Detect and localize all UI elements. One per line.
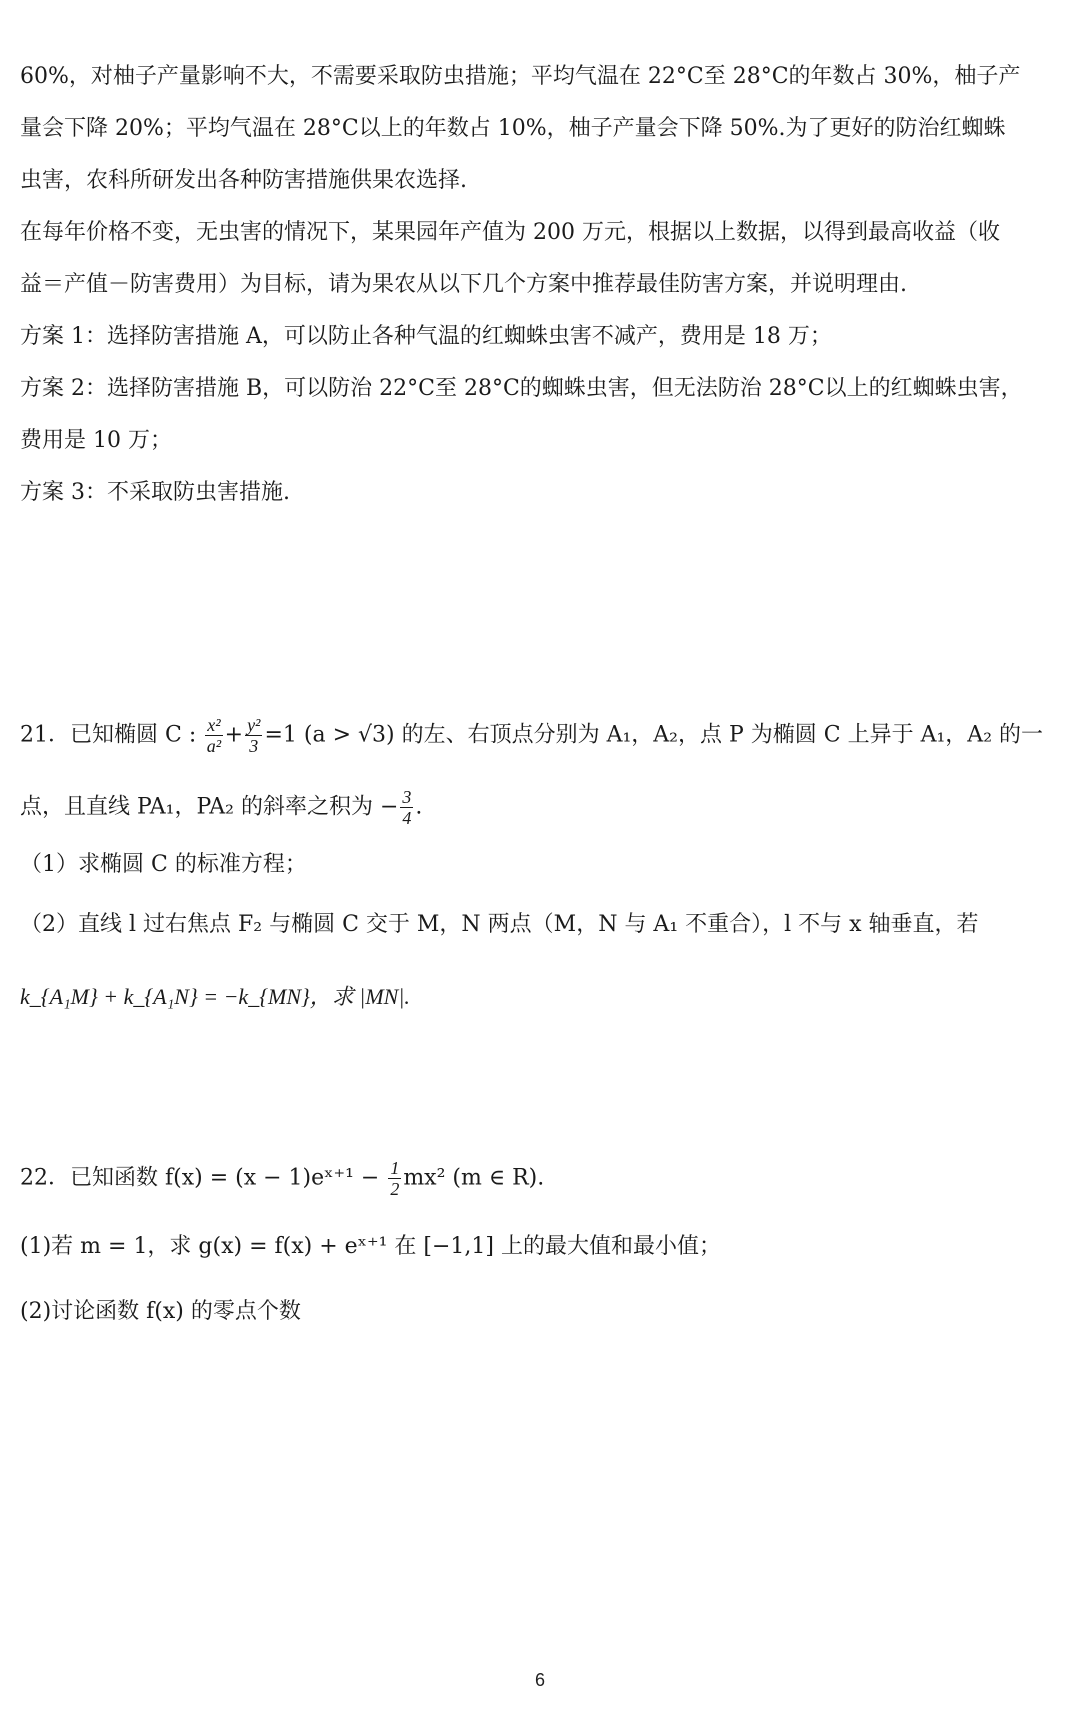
q21-line2-a: 点，且直线 PA₁，PA₂ 的斜率之积为 − (20, 794, 399, 820)
q20-plan-2-line-1: 方案 2：选择防害措施 B，可以防治 22°C至 28°C的蜘蛛虫害，但无法防治 28°C以上的红蜘蛛虫害， (20, 376, 1023, 401)
q21-frac-x-over-a: $\frac{\text{x²}}{\text{a²}}$ (206, 715, 222, 756)
q21-frac-3-over-4: $\frac{3}{4}$ (402, 787, 412, 828)
q22-intro-a: 22．已知函数 f(x) = (x − 1)eˣ⁺¹ − (20, 1165, 387, 1191)
q20-plan-3: 方案 3：不采取防虫害措施. (20, 480, 290, 505)
q20-line-4: 在每年价格不变，无虫害的情况下，某果园年产值为 200 万元，根据以上数据，以得到最高收益（收 (20, 220, 1000, 245)
q21-intro-a: 21．已知椭圆 C : (20, 722, 204, 748)
page-number: 6 (534, 1670, 545, 1690)
q21-part-2: （2）直线 l 过右焦点 F₂ 与椭圆 C 交于 M，N 两点（M，N 与 A₁ 不重合），l 不与 x 轴垂直，若 (20, 912, 979, 937)
q21-part-2-condition: k_{A₁M} + k_{A₁N} = −k_{MN}，求 |MN|. (20, 984, 410, 1009)
q20-line-5: 益＝产值－防害费用）为目标，请为果农从以下几个方案中推荐最佳防害方案，并说明理由. (20, 272, 907, 297)
q21-line2-b: . (415, 794, 423, 820)
q22-part-1: (1)若 m = 1，求 g(x) = f(x) + eˣ⁺¹ 在 [−1,1] 上的最大值和最小值； (20, 1234, 721, 1259)
q21-line-2 (20, 787, 1060, 828)
q20-line-1: 60%，对柚子产量影响不大，不需要采取防虫措施；平均气温在 22°C至 28°C的年数占 30%，柚子产 (20, 64, 1021, 89)
q20-line-2: 量会下降 20%；平均气温在 28°C以上的年数占 10%，柚子产量会下降 50%.为了更好的防治红蜘蛛 (20, 116, 1006, 141)
q22-intro-b: mx² (m ∈ R). (403, 1165, 545, 1191)
q20-line-3: 虫害，农科所研发出各种防害措施供果农选择. (20, 168, 467, 193)
q20-plan-1: 方案 1：选择防害措施 A，可以防止各种气温的红蜘蛛虫害不减产，费用是 18 万； (20, 324, 832, 349)
q21-intro-b: =1 (a > √3) 的左、右顶点分别为 A₁，A₂，点 P 为椭圆 C 上异于 A₁，A₂ 的一 (264, 722, 1044, 748)
q22-part-2: (2)讨论函数 f(x) 的零点个数 (20, 1299, 301, 1324)
q21-part-1: （1）求椭圆 C 的标准方程； (20, 852, 307, 877)
q21-plus: + (224, 722, 244, 748)
q21-frac-y-over-3: $\frac{\text{y²}}{3}$ (247, 715, 261, 756)
q22-intro (20, 1158, 1060, 1199)
q22-frac-1-over-2: $\frac{1}{2}$ (390, 1158, 400, 1199)
q21-intro (20, 715, 1060, 756)
q20-plan-2-line-2: 费用是 10 万； (20, 428, 172, 453)
